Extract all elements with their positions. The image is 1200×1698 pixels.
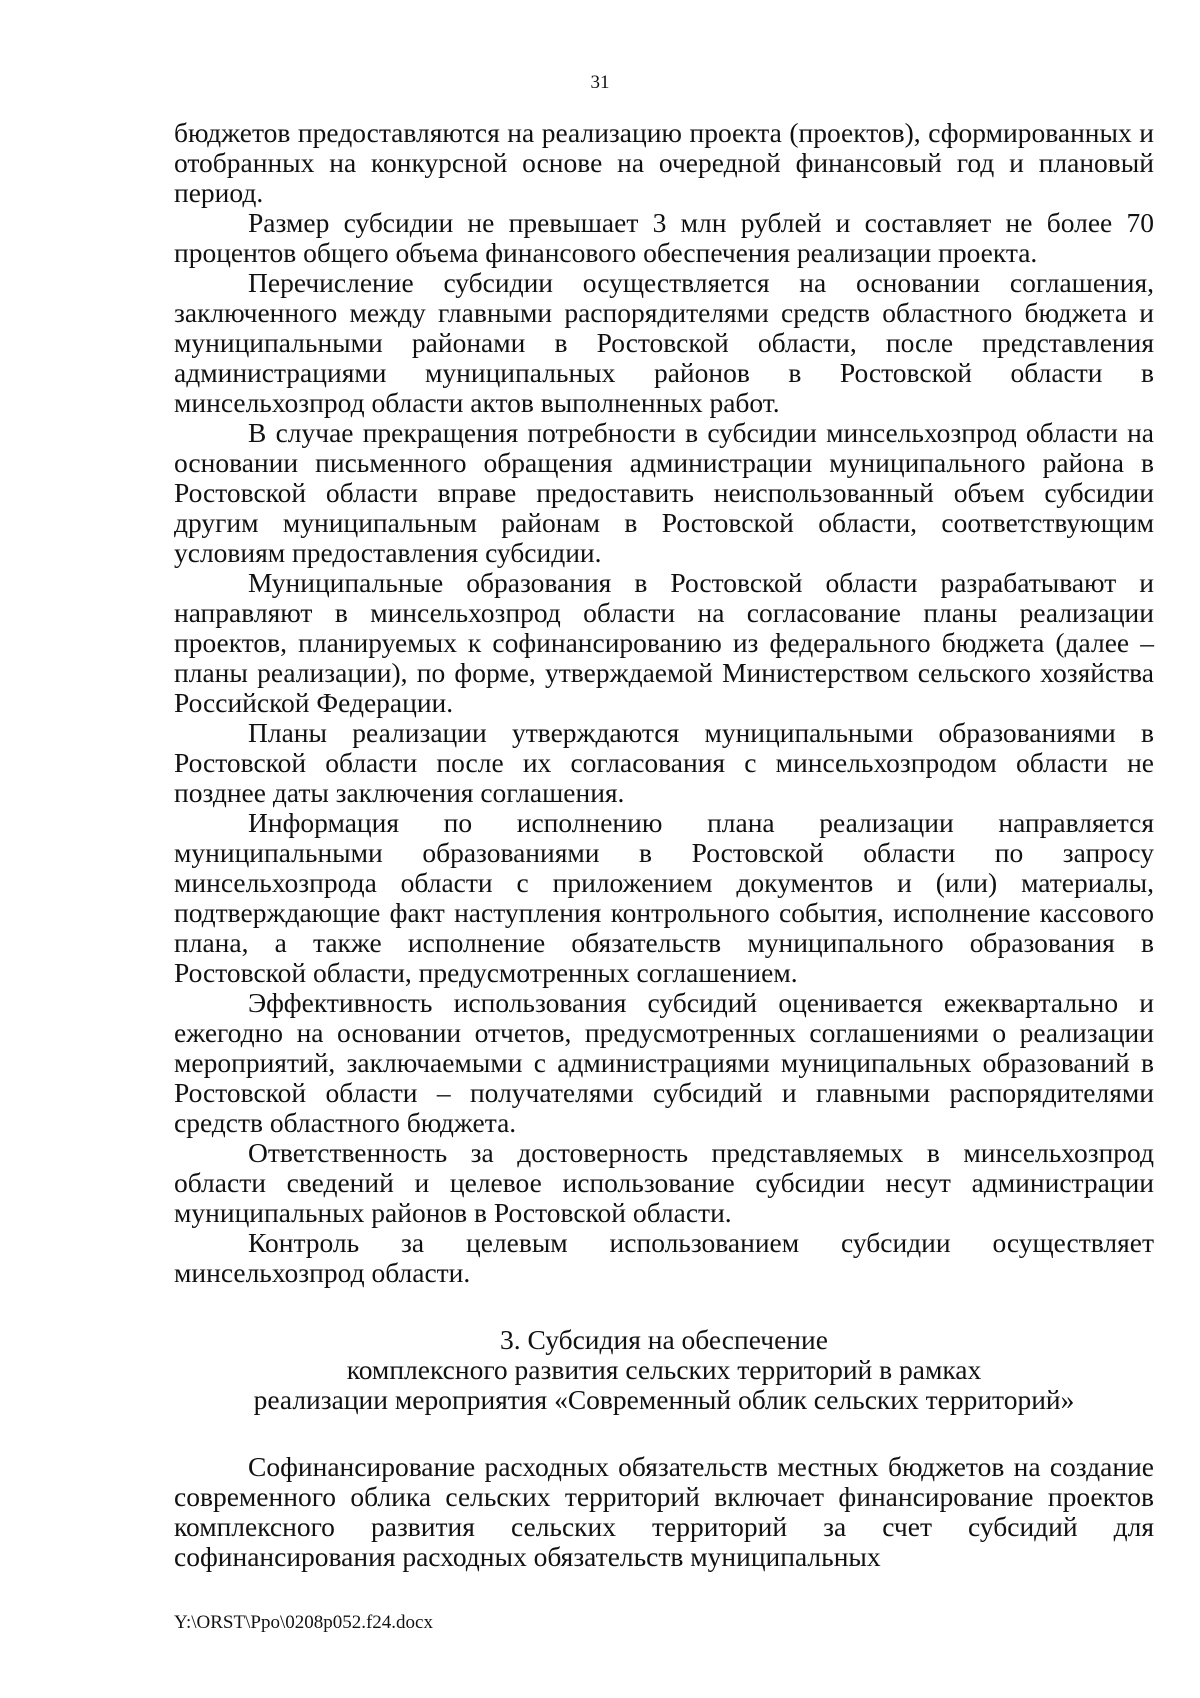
paragraph-efficiency-evaluation: Эффективность использования субсидий оценивается ежеквартально и ежегодно на основании отчетов, предусмотренных соглашениями о реализации мероприятий, заключаемыми с администрациями муниципальных образований в Ростовской области – получателями субсидий и главными распорядителями средств областного бюджета.	[174, 987, 1154, 1138]
paragraph-plans-approval: Планы реализации утверждаются муниципальными образованиями в Ростовской области после их согласования с минсельхозпродом области не позднее даты заключения соглашения.	[174, 717, 1154, 808]
footer-file-path: Y:\ORST\Ppo\0208p052.f24.docx	[174, 1612, 433, 1633]
paragraph-control: Контроль за целевым использованием субсидии осуществляет минсельхозпрод области.	[174, 1227, 1154, 1288]
paragraph-responsibility: Ответственность за достоверность представляемых в минсельхозпрод области сведений и целевое использование субсидии несут администрации муниципальных районов в Ростовской области.	[174, 1137, 1154, 1228]
paragraph-cofinancing: Софинансирование расходных обязательств местных бюджетов на создание современного облика сельских территорий включает финансирование проектов комплексного развития сельских территорий за счет субсидий для софинансирования расходных обязательств муниципальных	[174, 1451, 1154, 1572]
section-heading-line: 3. Субсидия на обеспечение	[500, 1324, 828, 1355]
page-number: 31	[590, 72, 610, 93]
paragraph-subsidy-redistribution: В случае прекращения потребности в субсидии минсельхозпрод области на основании письменного обращения администрации муниципального района в Ростовской области вправе предоставить неиспользованный объем субсидии другим муниципальным районам в Ростовской области, соответствующим условиям предоставления субсидии.	[174, 417, 1154, 568]
section-heading-line: реализации мероприятия «Современный облик сельских территорий»	[253, 1384, 1075, 1415]
paragraph-subsidy-amount: Размер субсидии не превышает 3 млн рублей и составляет не более 70 процентов общего объема финансового обеспечения реализации проекта.	[174, 207, 1154, 268]
section-heading	[174, 1325, 1154, 1415]
paragraph-continuation: бюджетов предоставляются на реализацию проекта (проектов), сформированных и отобранных на конкурсной основе на очередной финансовый год и плановый период.	[174, 117, 1154, 208]
document-body	[174, 118, 1154, 1572]
section-heading-line: комплексного развития сельских территорий в рамках	[346, 1354, 982, 1385]
paragraph-plan-execution-info: Информация по исполнению плана реализации направляется муниципальными образованиями в Ростовской области по запросу минсельхозпрода области с приложением документов и (или) материалы, подтверждающие факт наступления контрольного события, исполнение кассового плана, а также исполнение обязательств муниципального образования в Ростовской области, предусмотренных соглашением.	[174, 807, 1154, 988]
paragraph-implementation-plans: Муниципальные образования в Ростовской области разрабатывают и направляют в минсельхозпрод области на согласование планы реализации проектов, планируемых к софинансированию из федерального бюджета (далее – планы реализации), по форме, утверждаемой Министерством сельского хозяйства Российской Федерации.	[174, 567, 1154, 718]
paragraph-subsidy-transfer: Перечисление субсидии осуществляется на основании соглашения, заключенного между главными распорядителями средств областного бюджета и муниципальными районами в Ростовской области, после представления администрациями муниципальных районов в Ростовской области в минсельхозпрод области актов выполненных работ.	[174, 267, 1154, 418]
